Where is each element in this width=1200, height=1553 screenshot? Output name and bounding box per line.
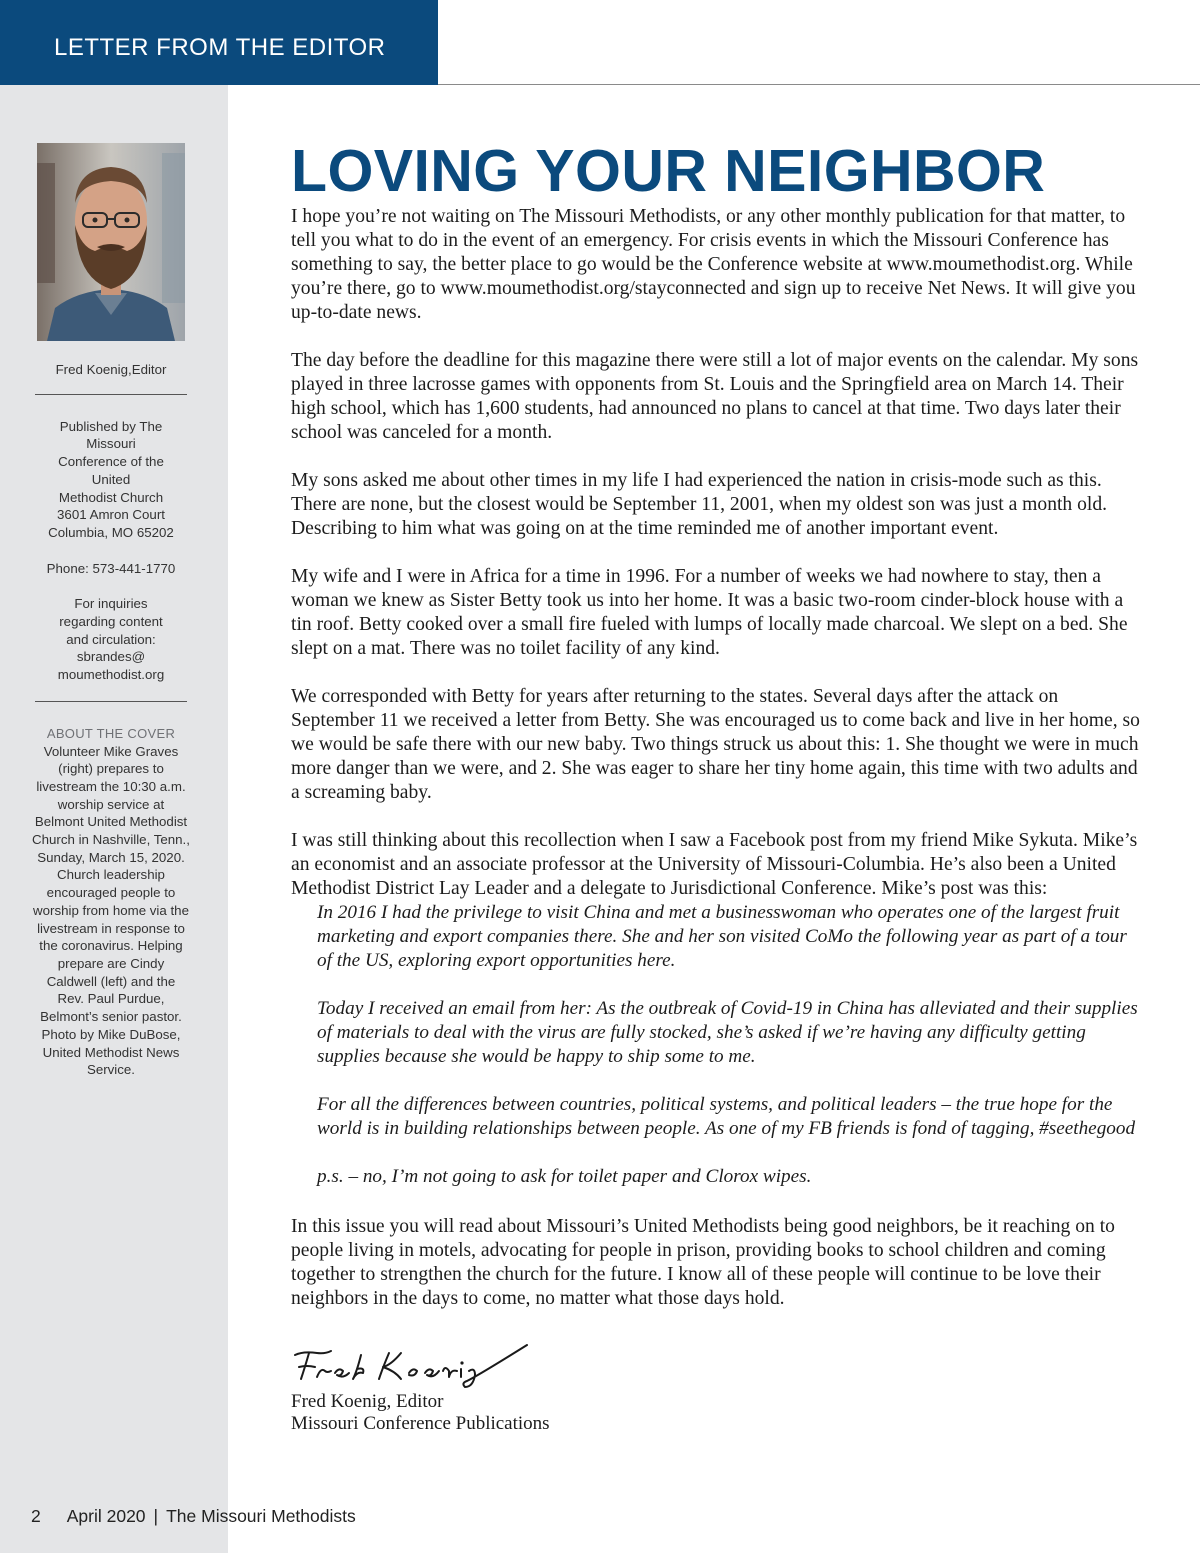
facebook-quote bbox=[317, 901, 1141, 1189]
sidebar-divider bbox=[35, 701, 187, 702]
article-body bbox=[291, 138, 1141, 1435]
article-paragraph: I was still thinking about this recollection when I saw a Facebook post from my friend Mike Sykuta. Mike’s an economist and an associate professor at the University of Missouri-Columbia. He’s also been a United Methodist District Lay Leader and a delegate to Jurisdictional Conference. Mike’s post was this: bbox=[291, 830, 1138, 899]
inquiry-line: For inquiries bbox=[74, 596, 148, 612]
inquiry-line: regarding content bbox=[59, 614, 163, 630]
footer-separator: | bbox=[153, 1506, 159, 1526]
quote-paragraph: In 2016 I had the privilege to visit China and met a businesswoman who operates one of the largest fruit marketing and export companies there. She and her son visited CoMo the following year as part of a tour of the US, exploring export opportunities here. bbox=[317, 902, 1127, 971]
sign-off-organization: Missouri Conference Publications bbox=[291, 1413, 550, 1434]
quote-paragraph: p.s. – no, I’m not going to ask for toilet paper and Clorox wipes. bbox=[317, 1166, 812, 1187]
about-cover-heading: ABOUT THE COVER bbox=[46, 725, 176, 741]
quote-paragraph: For all the differences between countries, political systems, and political leaders – the true hope for the world is in building relationships between people. As one of my FB friends is fond of tagging, #seethegood bbox=[317, 1094, 1136, 1139]
publisher-info bbox=[30, 418, 192, 542]
article-paragraph: The day before the deadline for this magazine there were still a lot of major events on the calendar. My sons played in three lacrosse games with opponents from St. Louis and the Springfield area on March 14. Their high school, which has 1,600 students, had announced no plans to cancel at that time. Two days later their school was canceled for a month. bbox=[291, 350, 1139, 443]
editor-portrait-photo bbox=[37, 143, 185, 341]
section-label: LETTER FROM THE EDITOR bbox=[54, 34, 386, 61]
sign-off-name: Fred Koenig, Editor bbox=[291, 1391, 444, 1412]
photo-caption: Fred Koenig,Editor bbox=[55, 362, 167, 377]
article-paragraph: We corresponded with Betty for years after returning to the states. Several days after the attack on September 11 we received a letter from Betty. She was encouraged us to come back and live in her home, so we would be safe there with our new baby. Two things struck us about this: 1. She thought we were in much more danger than we were, and 2. She was eager to share her tiny home again, this time with two adults and a screaming baby. bbox=[291, 686, 1140, 803]
publisher-line: United bbox=[91, 471, 131, 487]
publisher-line: Conference of the bbox=[58, 454, 164, 470]
publisher-line: Published by The bbox=[59, 418, 163, 434]
handwritten-signature bbox=[291, 1341, 531, 1391]
page-number: 2 bbox=[31, 1506, 41, 1526]
sidebar-divider bbox=[35, 394, 187, 395]
publisher-line: Missouri bbox=[86, 436, 136, 452]
publisher-line: Methodist Church bbox=[58, 489, 164, 505]
inquiry-email-line: moumethodist.org bbox=[57, 667, 165, 683]
closing-paragraph: In this issue you will read about Missouri’s United Methodists being good neighbors, be it reaching on to people living in motels, advocating for people in prison, providing books to school children and coming together to strengthen the church for the future. I know all of these people will continue to be love their neighbors in the days to come, no matter what those days hold. bbox=[291, 1216, 1115, 1309]
publication-name: The Missouri Methodists bbox=[166, 1506, 356, 1526]
signature-block bbox=[291, 1341, 1141, 1435]
inquiry-line: and circulation: bbox=[66, 631, 156, 647]
inquiry-info bbox=[30, 595, 192, 684]
section-header-band bbox=[0, 0, 438, 85]
issue-date: April 2020 bbox=[66, 1506, 146, 1526]
article-paragraph: I hope you’re not waiting on The Missouri Methodists, or any other monthly publication for that matter, to tell you what to do in the event of an emergency. For crisis events in which the Missouri Conference has something to say, the better place to go would be the Conference website at www.moumethodist.org. While you’re there, go to www.moumethodist.org/stayconnected and sign up to receive Net News. It will give you up-to-date news. bbox=[291, 206, 1136, 323]
editor-sidebar bbox=[30, 141, 192, 1079]
inquiry-email-line: sbrandes@ bbox=[76, 649, 146, 665]
header-divider bbox=[438, 84, 1200, 85]
article-paragraph: My sons asked me about other times in my life I had experienced the nation in crisis-mode such as this. There are none, but the closest would be September 11, 2001, when my oldest son was just a month old. Describing to him what was going on at the time reminded me of another important event. bbox=[291, 470, 1108, 539]
quote-paragraph: Today I received an email from her: As the outbreak of Covid-19 in China has alleviated and their supplies of materials to deal with the virus are fully stocked, she’s asked if we’re having any difficulty getting supplies because she would be happy to ship some to me. bbox=[317, 998, 1138, 1067]
article-paragraph: My wife and I were in Africa for a time in 1996. For a number of weeks we had nowhere to stay, then a woman we knew as Sister Betty took us into her home. It was a basic two-room cinder-block house with a tin roof. Betty cooked over a small fire fueled with lumps of locally made charcoal. We slept on a bed. She slept on a mat. There was no toilet facility of any kind. bbox=[291, 566, 1128, 659]
phone-number: Phone: 573-441-1770 bbox=[46, 560, 176, 576]
publisher-line: Columbia, MO 65202 bbox=[48, 524, 174, 540]
publisher-line: 3601 Amron Court bbox=[57, 507, 165, 523]
about-cover-text: Volunteer Mike Graves (right) prepares to livestream the 10:30 a.m. worship service at Belmont United Methodist Church in Nashville, Tenn., Sunday, March 15, 2020. Church leadership encouraged people to worship from home via the livestream in response to the coronavirus. Helping prepare are Cindy Caldwell (left) and the Rev. Paul Purdue, Belmont’s senior pastor. Photo by Mike DuBose, United Methodist News Service. bbox=[32, 743, 190, 1078]
article-title: LOVING YOUR NEIGHBOR bbox=[291, 138, 1046, 204]
page-footer bbox=[31, 1506, 356, 1527]
